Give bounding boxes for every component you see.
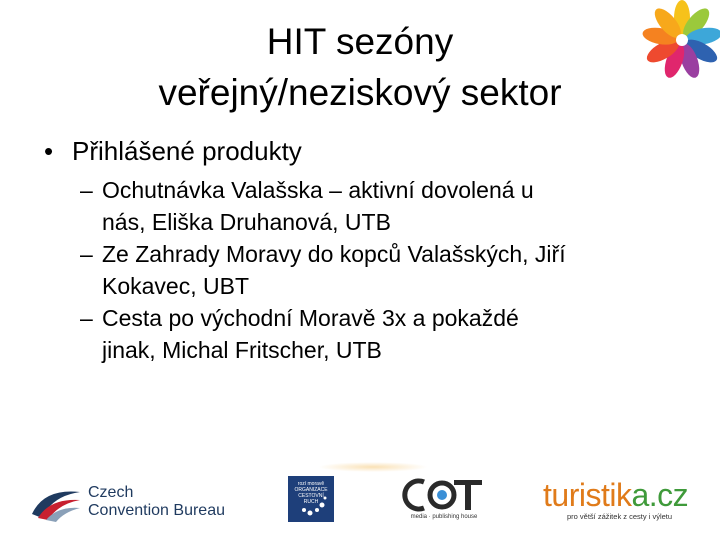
title-line-1: HIT sezóny bbox=[266, 21, 454, 62]
moravia-tourism-logo bbox=[288, 476, 334, 522]
czech-convention-bureau-logo bbox=[30, 484, 230, 524]
sub-bullet-1 bbox=[44, 174, 684, 238]
sub-bullet-1-line-1: Ochutnávka Valašska – aktivní dovolená u bbox=[102, 177, 534, 203]
turistika-logo bbox=[543, 478, 703, 524]
sub-bullet-3-line-1: Cesta po východní Moravě 3x a pokaždé bbox=[102, 305, 519, 331]
sub-bullet-marker: – bbox=[80, 305, 93, 331]
turistika-wordmark bbox=[543, 478, 688, 512]
turistika-tagline: pro větší zážitek z cesty i výletu bbox=[567, 512, 673, 521]
bullet-marker: • bbox=[44, 136, 54, 166]
cot-media-logo bbox=[402, 476, 486, 524]
turistika-part-2: a.cz bbox=[631, 477, 689, 513]
bullet-list bbox=[44, 132, 684, 366]
moravia-logo-text: rozí moravě ORGANIZACE CESTOVNÍ RUCH bbox=[294, 481, 328, 505]
sub-bullet-1-line-2: nás, Eliška Druhanová, UTB bbox=[102, 209, 391, 235]
footer-glow bbox=[318, 462, 428, 472]
ccb-line-2: Convention Bureau bbox=[88, 502, 225, 519]
cot-tagline: media · publishing house bbox=[410, 514, 478, 520]
turistika-part-1: turistik bbox=[543, 477, 632, 513]
sub-bullet-3-line-2: jinak, Michal Fritscher, UTB bbox=[102, 337, 382, 363]
ccb-logo-text bbox=[88, 484, 225, 520]
slide-title bbox=[40, 16, 680, 118]
sub-bullet-list bbox=[44, 174, 684, 366]
sub-bullet-marker: – bbox=[80, 177, 93, 203]
sub-bullet-2 bbox=[44, 238, 684, 302]
title-line-2: veřejný/neziskový sektor bbox=[158, 72, 562, 113]
sub-bullet-2-line-2: Kokavec, UBT bbox=[102, 273, 249, 299]
ccb-swoosh-icon bbox=[30, 484, 84, 524]
bullet-main bbox=[44, 132, 684, 170]
sub-bullet-3 bbox=[44, 302, 684, 366]
sub-bullet-2-line-1: Ze Zahrady Moravy do kopců Valašských, Jiří bbox=[102, 241, 566, 267]
bullet-main-text: Přihlášené produkty bbox=[72, 136, 302, 166]
cot-logo-icon bbox=[402, 476, 486, 514]
dots-icon bbox=[288, 476, 334, 522]
ccb-line-1: Czech bbox=[88, 484, 134, 501]
sub-bullet-marker: – bbox=[80, 241, 93, 267]
